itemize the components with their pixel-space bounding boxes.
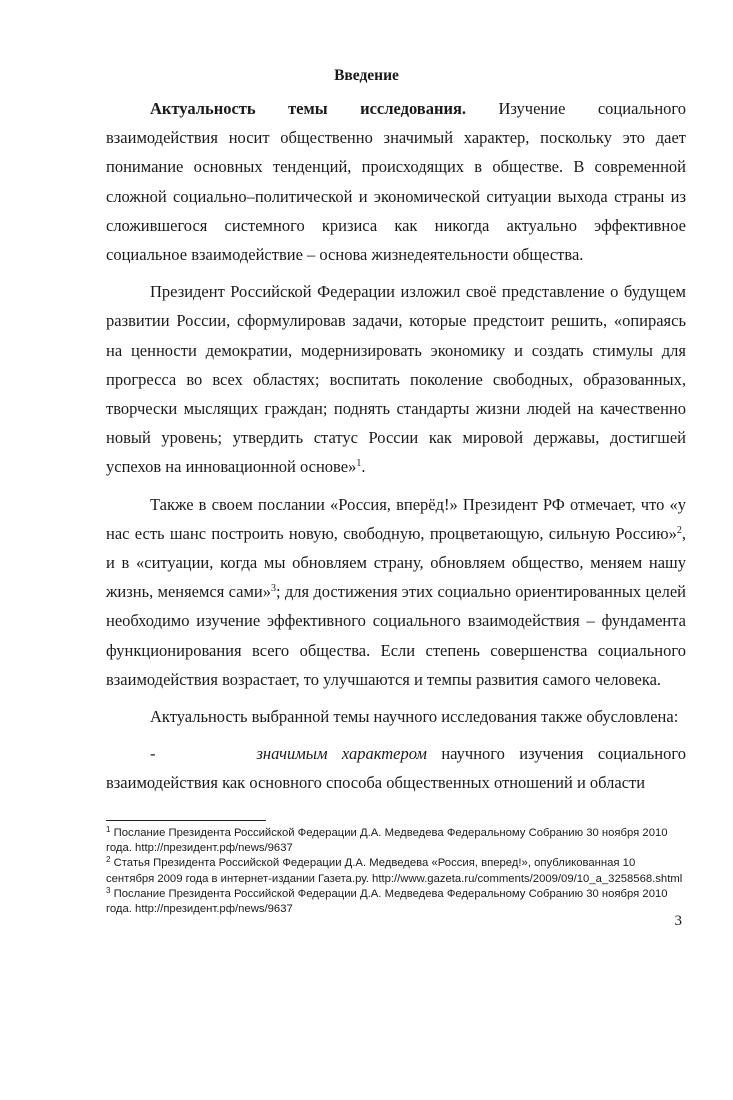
message-text-2: , и в «ситуации, когда мы обновляем страну, обновляем общество, меняем нашу жизнь, меняемся сами» [106,523,686,602]
footnote-3-text: Послание Президента Российской Федерации Д.А. Медведева Федеральному Собранию 30 ноября 2010 года. http://президент.рф/news/9637 [106,887,668,916]
footnote-2 [106,856,686,886]
significance-text: научного изучения социального взаимодействия как основного способа общественных отношений и области [106,744,686,793]
paragraph-president [106,277,686,481]
section-heading: Введение [334,67,399,84]
footnote-ref-1: 1 [356,458,362,470]
footnote-3 [106,887,686,917]
message-text-1: Также в своем послании «Россия, вперёд!» Президент РФ отмечает, что «у нас есть шанс построить новую, свободную, процветающую, сильную Россию» [106,494,686,543]
footnote-1-number: 1 [106,825,111,834]
footnote-ref-2: 2 [676,524,682,536]
footnote-3-number: 3 [106,885,111,895]
president-text: Президент Российской Федерации изложил своё представление о будущем развитии России, сформулировав задачи, которые предстоит решить, «опираясь на ценности демократии, модернизировать экономику и создать стимулы для прогресса во всех областях; воспитать поколение свободных, образованных, творчески мыслящих граждан; поднять стандарты жизни людей на качественно новый уровень; утвердить статус России как мировой державы, достигшей успехов на инновационной основе» [106,282,686,477]
list-item-significance [106,739,686,797]
message-text-3: ; для достижения этих социально ориентированных целей необходимо изучение эффективного социального взаимодействия – фундамента функционирования всего общества. Если степень совершенства социального взаимодействия возрастает, то улучшаются и темпы развития самого человека. [106,582,686,689]
footnotes [106,826,686,917]
relevance-lead: Актуальность темы исследования. [150,99,467,118]
paragraph-conditioned [106,702,686,731]
body-text [106,94,686,798]
footnote-ref-3: 3 [271,583,277,595]
conditioned-text: Актуальность выбранной темы научного исследования также обусловлена: [150,707,679,727]
footnote-2-text: Статья Президента Российской Федерации Д.А. Медведева «Россия, вперед!», опубликованная 10 сентября 2009 года в интернет-издании Газета.ру. http://www.gazeta.ru/comments/2009/09/10_a_3258568.shtml [106,857,683,885]
paragraph-message [106,490,686,694]
significance-italic: значимым характером [256,744,427,764]
relevance-text: Изучение социального взаимодействия носит общественно значимый характер, поскольку это дает понимание основных тенденций, происходящих в обществе. В современной сложной социально–политической и экономической ситуации выхода страны из сложившегося системного кризиса как никогда актуально эффективное социальное взаимодействие – основа жизнедеятельности общества. [106,99,687,265]
paragraph-relevance [106,94,686,269]
footnote-2-number: 2 [106,855,111,865]
footnote-divider [106,820,266,821]
footnote-1 [106,826,686,856]
page-number: 3 [674,913,682,929]
footnote-1-text: Послание Президента Российской Федерации Д.А. Медведева Федеральному Собранию 30 ноября 2010 года. http://президент.рф/news/9637 [106,827,668,855]
list-dash: - [150,744,156,764]
president-end: . [361,457,366,477]
